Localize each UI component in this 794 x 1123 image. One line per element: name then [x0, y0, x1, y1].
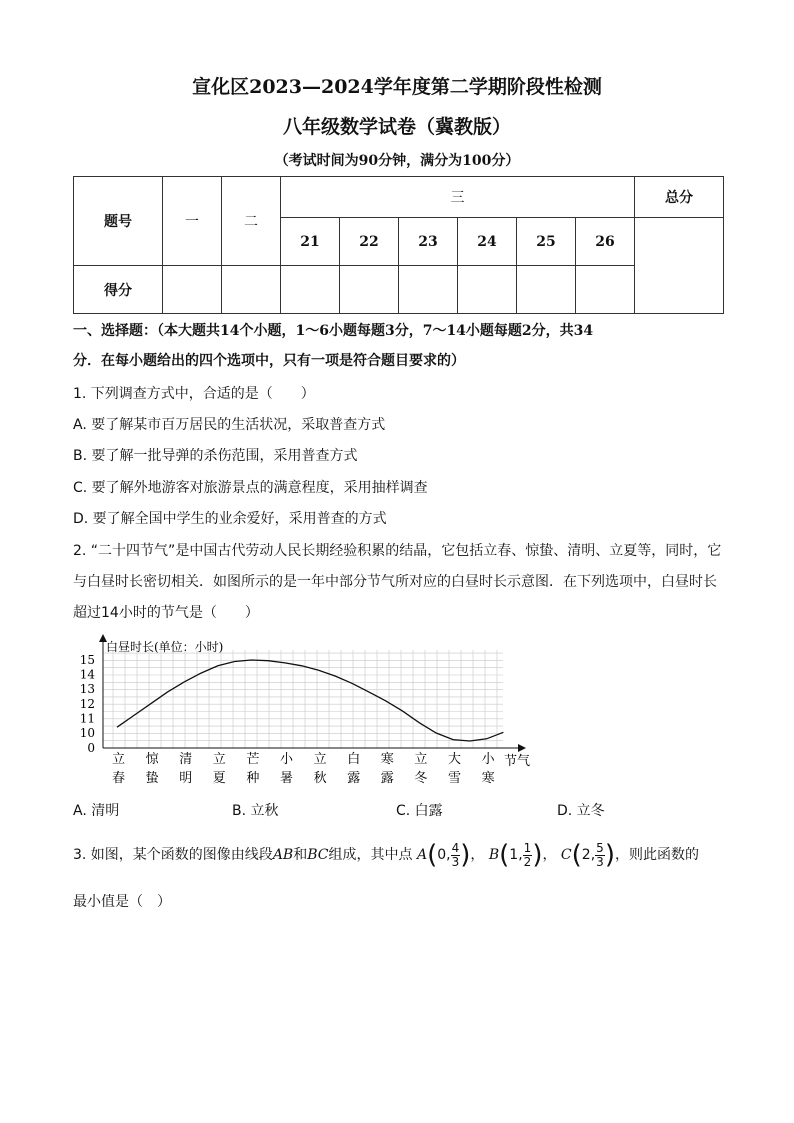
x-tick-char: 秋 — [313, 771, 327, 786]
x-tick-label — [482, 752, 496, 786]
x-tick-char: 雪 — [447, 771, 462, 786]
daylight-chart — [70, 630, 540, 790]
y-tick-label: 11 — [79, 711, 95, 726]
score-row-label: 得分 — [74, 266, 163, 314]
chart-grid — [103, 650, 503, 748]
score-cell[interactable] — [163, 266, 222, 314]
question-2-stem-line-3: 超过14小时的节气是（ ） — [73, 605, 259, 621]
question-2-option-a: A. 清明 — [73, 803, 120, 819]
question-1-stem: 1. 下列调查方式中，合适的是（ ） — [73, 386, 315, 402]
score-table — [73, 176, 724, 314]
section-1-header: 一 — [163, 177, 222, 266]
y-tick-label: 15 — [79, 653, 95, 667]
x-tick-label — [314, 752, 327, 786]
sub-col-22: 22 — [340, 218, 399, 266]
question-3-stem-line-2: 最小值是（ ） — [73, 894, 171, 910]
x-tick-char: 立 — [212, 752, 226, 767]
question-3-mid: 组成，其中点 — [328, 847, 413, 863]
question-1-option-c: C. 要了解外地游客对旅游景点的满意程度，采用抽样调查 — [73, 480, 428, 496]
sub-col-25: 25 — [517, 218, 576, 266]
section-1-instruction-line-2: 分．在每小题给出的四个选项中，只有一项是符合题目要求的） — [73, 353, 465, 369]
x-tick-char: 夏 — [212, 771, 226, 786]
x-tick-label — [112, 752, 125, 786]
y-tick-label: 13 — [79, 682, 95, 697]
x-tick-char: 小 — [279, 752, 294, 767]
question-2-stem-line-1: 2. “二十四节气”是中国古代劳动人民长期经验积累的结晶，它包括立春、惊蛰、清明、立夏等，同时，它 — [73, 543, 722, 559]
sub-col-23: 23 — [399, 218, 458, 266]
x-tick-char: 寒 — [481, 771, 495, 786]
section-1-instruction-line-1: 一、选择题：（本大题共14个小题，1～6小题每题3分，7～14小题每题2分，共34 — [73, 323, 594, 339]
point-c: C(2, $\frac{5}{3}$ ) — [560, 840, 615, 870]
point-b: B(1, $\frac{1}{2}$ ) — [488, 840, 543, 870]
x-axis-label: 节气 — [504, 754, 531, 769]
x-tick-char: 惊 — [145, 752, 159, 767]
question-2-option-d: D. 立冬 — [557, 803, 605, 819]
score-cell[interactable] — [222, 266, 281, 314]
score-cell[interactable] — [517, 266, 576, 314]
question-2-option-b: B. 立秋 — [232, 803, 279, 819]
x-tick-char: 暑 — [279, 771, 294, 786]
x-tick-char: 芒 — [246, 752, 260, 767]
x-tick-char: 小 — [481, 752, 495, 767]
x-tick-char: 春 — [111, 771, 126, 786]
question-2-option-c: C. 白露 — [396, 803, 443, 819]
section-2-header: 二 — [222, 177, 281, 266]
x-tick-char: 清 — [179, 752, 193, 767]
y-tick-labels — [80, 653, 96, 755]
score-cell[interactable] — [281, 266, 340, 314]
x-tick-label — [280, 752, 294, 786]
x-tick-char: 明 — [179, 771, 193, 786]
score-cell[interactable] — [399, 266, 458, 314]
x-tick-label — [347, 752, 360, 786]
question-3-suffix: ，则此函数的 — [614, 847, 699, 863]
question-1-option-a: A. 要了解某市百万居民的生活状况，采取普查方式 — [73, 417, 386, 433]
x-tick-char: 立 — [414, 752, 428, 767]
sub-col-21: 21 — [281, 218, 340, 266]
exam-note: （考试时间为90分钟，满分为100分） — [274, 153, 520, 169]
question-number-header: 题号 — [74, 177, 163, 266]
x-tick-label — [146, 751, 160, 786]
x-tick-labels — [112, 751, 496, 786]
x-tick-label — [381, 751, 394, 786]
score-cell[interactable] — [576, 266, 635, 314]
x-tick-label — [179, 751, 192, 786]
x-tick-char: 种 — [246, 771, 260, 786]
y-axis-label: 白昼时长(单位：小时) — [106, 640, 224, 654]
x-tick-char: 大 — [447, 752, 462, 767]
y-tick-label: 14 — [79, 667, 95, 682]
sub-col-24: 24 — [458, 218, 517, 266]
x-axis-arrow — [518, 744, 526, 752]
y-tick-label: 10 — [79, 726, 95, 740]
segment-bc: BC — [307, 847, 329, 863]
exam-title: 宣化区2023—2024学年度第二学期阶段性检测 — [192, 76, 602, 98]
score-cell[interactable] — [340, 266, 399, 314]
score-cell[interactable] — [458, 266, 517, 314]
x-tick-char: 冬 — [414, 771, 428, 786]
question-1-option-d: D. 要了解全国中学生的业余爱好，采用普查的方式 — [73, 511, 387, 527]
daylight-curve — [117, 660, 503, 741]
question-2-stem-line-2: 与白昼时长密切相关．如图所示的是一年中部分节气所对应的白昼时长示意图．在下列选项中，白昼时长 — [73, 574, 717, 590]
total-score-cell[interactable] — [635, 218, 724, 314]
x-tick-char: 立 — [111, 752, 126, 767]
y-tick-label: 12 — [79, 696, 95, 711]
y-tick-label: 0 — [87, 741, 95, 755]
x-tick-char: 蛰 — [145, 771, 159, 786]
x-tick-label — [448, 751, 461, 786]
x-tick-label — [213, 752, 226, 786]
question-3-and: 和 — [293, 847, 308, 863]
x-tick-label — [246, 751, 259, 786]
segment-ab: AB — [272, 847, 294, 863]
x-tick-char: 露 — [347, 771, 361, 786]
x-tick-char: 白 — [347, 752, 361, 767]
point-a: A(0, $\frac{4}{3}$ ) — [416, 840, 471, 870]
x-tick-char: 露 — [380, 771, 394, 786]
sub-col-26: 26 — [576, 218, 635, 266]
question-3-stem-line-1: 3. 如图，某个函数的图像由线段AB和BC组成，其中点 A(0, $\frac{4}{3}$ )， B(1, $\frac{1}{2}$ )， C(2, $\frac{5}{3}$ )，则此函数的 — [73, 840, 699, 870]
total-header: 总分 — [635, 177, 724, 218]
section-3-header: 三 — [281, 177, 635, 218]
exam-subtitle: 八年级数学试卷（冀教版） — [282, 116, 511, 138]
x-tick-char: 立 — [313, 752, 327, 767]
question-3-prefix: 3. 如图，某个函数的图像由线段 — [73, 847, 273, 863]
question-1-option-b: B. 要了解一批导弹的杀伤范围，采用普查方式 — [73, 448, 358, 464]
x-tick-char: 寒 — [380, 752, 394, 767]
x-tick-label — [414, 752, 427, 786]
